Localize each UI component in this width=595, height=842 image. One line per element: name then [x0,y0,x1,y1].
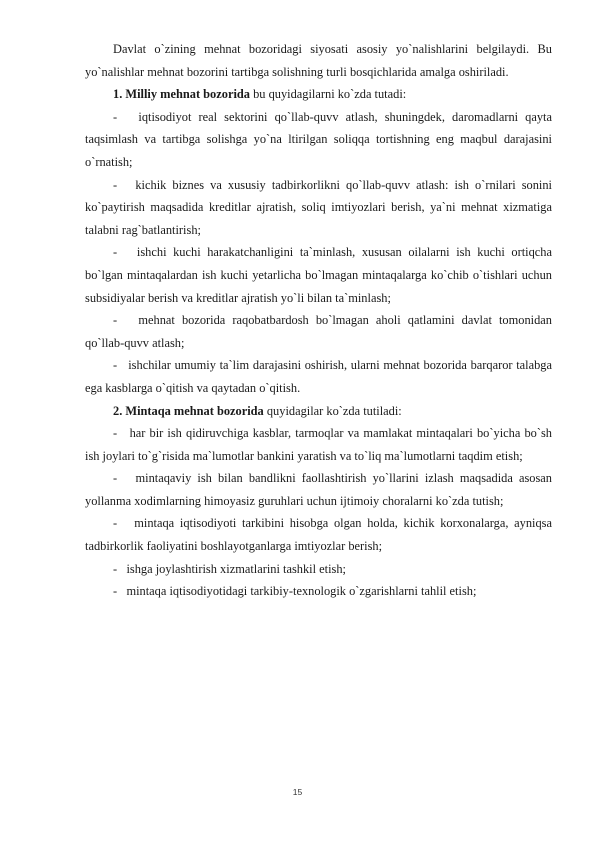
dash-bullet: - [113,584,118,599]
dash-bullet: - [113,109,118,124]
list-item [85,174,552,242]
section2-list [85,422,552,603]
list-item [85,422,552,467]
list-item-text: ishga joylashtirish xizmatlarini tashkil etish; [126,561,346,576]
dash-bullet: - [113,245,118,260]
dash-bullet: - [113,177,118,192]
list-item [85,580,552,603]
dash-bullet: - [113,313,118,328]
dash-bullet: - [113,358,118,373]
list-item [85,558,552,581]
section1-paragraph [85,83,552,106]
list-item-text: ishchi kuchi harakatchanligini ta`minlash, xususan oilalarni ish kuchi ortiqcha bo`lgan mintaqalardan ish kuchi yetarlicha bo`lmagan mintaqalarga ko`chib o`tishlari uchun subsidiyalar berish va kreditlar ajratish yo`li bilan ta`minlash; [85,245,552,305]
dash-bullet: - [113,426,118,441]
list-item [85,241,552,309]
dash-bullet: - [113,561,118,576]
section2-heading: 2. Mintaqa mehnat bozorida [113,403,264,418]
list-item-text: mintaqaviy ish bilan bandlikni faollashtirish yo`llarini izlash maqsadida asosan yollanma xodimlarning himoyasiz guruhlari uchun ijtimoiy choralarni ko`zda tutish; [85,471,552,508]
list-item [85,467,552,512]
list-item-text: mintaqa iqtisodiyotidagi tarkibiy-texnologik o`zgarishlarni tahlil etish; [126,584,477,599]
list-item-text: mintaqa iqtisodiyoti tarkibini hisobga olgan holda, kichik korxonalarga, ayniqsa tadbirkorlik faoliyatini boshlayotganlarga imtiyozlar berish; [85,516,553,554]
section1-lead: bu quyidagilarni ko`zda tutadi: [249,87,407,102]
list-item [85,106,552,174]
section1-list [85,106,552,400]
list-item-text: kichik biznes va xususiy tadbirkorlikni qo`llab-quvv atlash: ish o`rnilari sonini ko`paytirish maqsadida kreditlar ajratish, soliq imtiyozlari berish, ya`ni mehnat xizmatiga talabni rag`batlantirish; [85,177,553,237]
section1-heading: 1. Milliy mehnat bozorida [113,87,250,102]
list-item-text: har bir ish qidiruvchiga kasblar, tarmoqlar va mamlakat mintaqalari bo`yicha bo`sh ish joylari to`g`risida ma`lumotlar bankini yaratish va to`liq ma`lumotlarni taqdim etish; [85,426,552,463]
list-item-text: mehnat bozorida raqobatbardosh bo`lmagan aholi qatlamini davlat tomonidan qo`llab-quvv atlash; [85,313,552,350]
section2-lead: quyidagilar ko`zda tutiladi: [263,403,402,418]
page-number: 15 [292,787,303,797]
list-item [85,309,552,354]
dash-bullet: - [113,471,118,486]
section2-paragraph [85,400,552,423]
list-item [85,354,552,399]
dash-bullet: - [113,516,118,531]
list-item-text: ishchilar umumiy ta`lim darajasini oshirish, ularni mehnat bozorida barqaror talabga ega kasblarga o`qitish va qaytadan o`qitish. [85,358,553,395]
list-item-text: iqtisodiyot real sektorini qo`llab-quvv atlash, shuningdek, daromadlarni qayta taqsimlash va tartibga solishga yo`na ltirilgan soliqqa tortishning eng maqbul darajasini o`rnatish; [85,109,553,169]
list-item [85,512,552,557]
intro-paragraph: Davlat o`zining mehnat bozoridagi siyosati asosiy yo`nalishlarini belgilaydi. Bu yo`nalishlar mehnat bozorini tartibga solishning turli bosqichlarida amalga oshiriladi. [85,42,552,79]
document-page [85,38,552,603]
